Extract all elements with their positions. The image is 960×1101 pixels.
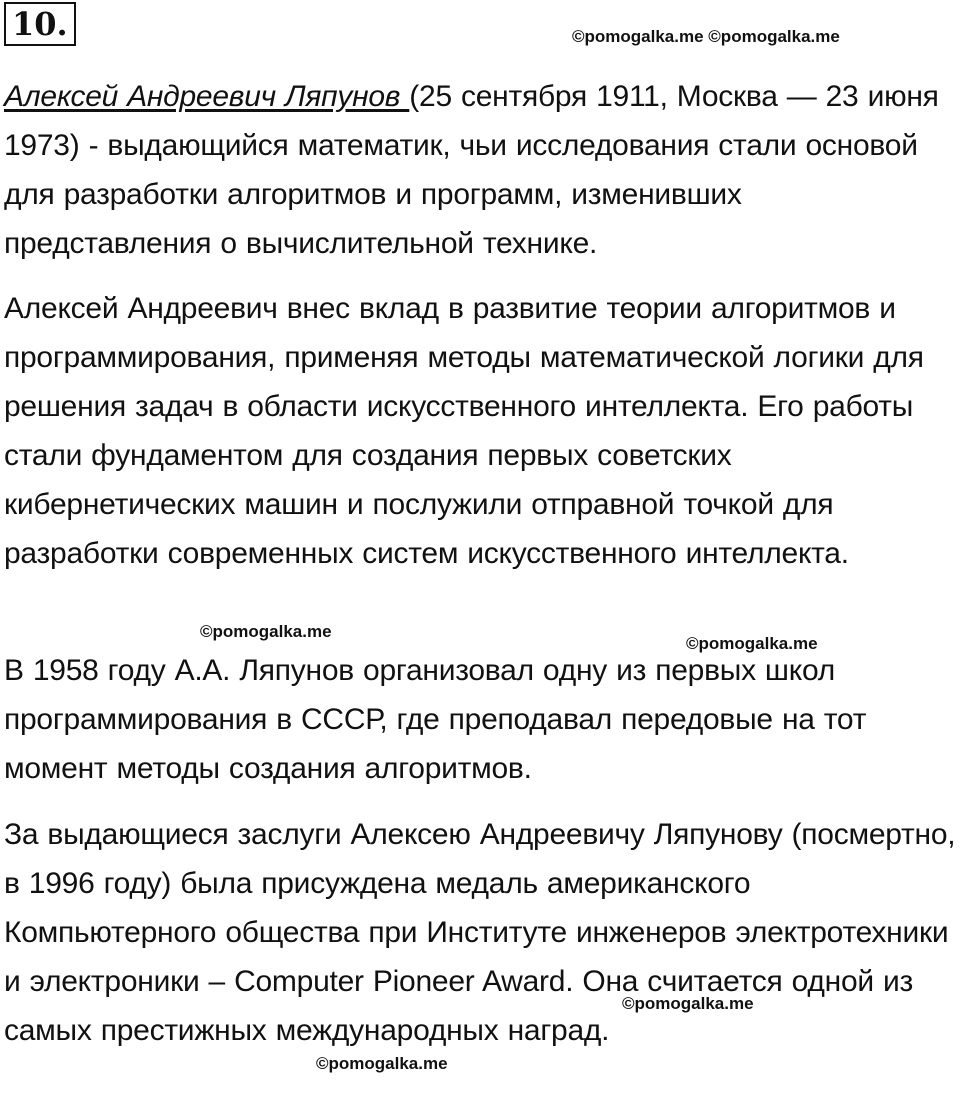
task-number-badge: 10.: [4, 2, 76, 46]
person-name-link[interactable]: Алексей Андреевич Ляпунов: [4, 80, 410, 113]
paragraph-school: В 1958 году А.А. Ляпунов организовал одну из первых школ программирования в СССР, где преподавал передовые на тот момент методы создания алгоритмов.: [4, 654, 867, 785]
watermark-mid-right: ©pomogalka.me: [686, 634, 818, 653]
paragraph-contribution: Алексей Андреевич внес вклад в развитие теории алгоритмов и программирования, применяя методы математической логики для решения задач в области искусственного интеллекта. Его работы стали фундаментом для создания первых советских кибернетических машин и послужили отправной точкой для разработки современных систем искусственного интеллекта.: [4, 292, 924, 570]
paragraph-biography-text: (25 сентября 1911, Москва — 23 июня 1973) - выдающийся математик, чьи исследования стали основой для разработки алгоритмов и программ, изменивших представления о вычислительной технике.: [4, 80, 939, 260]
watermark-bottom: ©pomogalka.me: [316, 1054, 448, 1073]
watermark-low-right: ©pomogalka.me: [622, 994, 754, 1013]
watermark-mid-left: ©pomogalka.me: [200, 622, 332, 641]
watermark-top: ©pomogalka.me ©pomogalka.me: [572, 27, 840, 46]
paragraph-biography: [4, 72, 956, 268]
paragraph-award: За выдающиеся заслуги Алексею Андреевичу Ляпунову (посмертно, в 1996 году) была присуждена медаль американского Компьютерного общества при Институте инженеров электротехники и электроники – Computer Pioneer Award. Она считается одной из самых престижных международных наград.: [4, 818, 956, 1047]
